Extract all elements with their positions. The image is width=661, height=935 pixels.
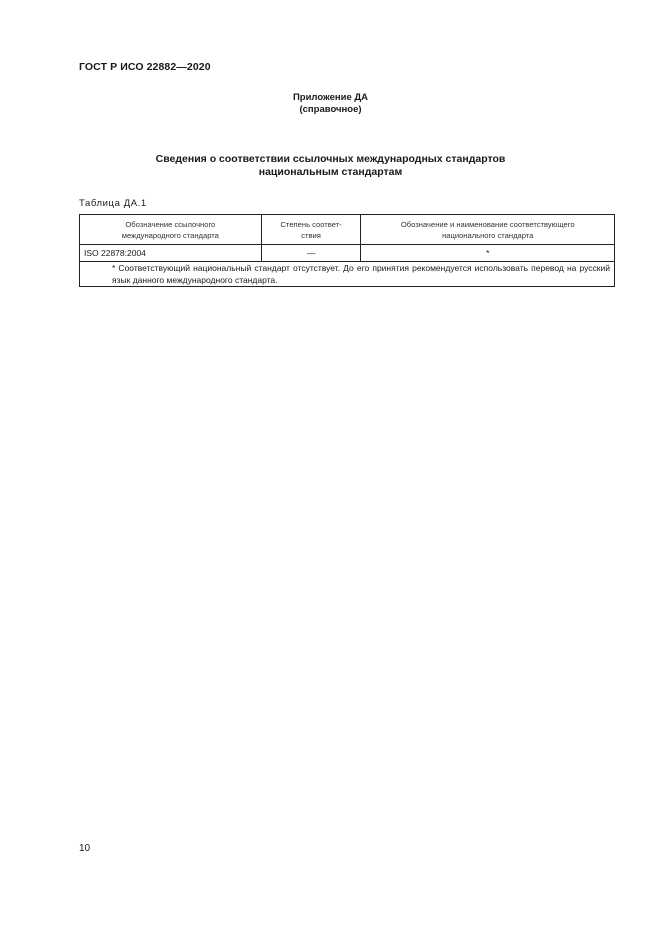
document-code: ГОСТ Р ИСО 22882—2020: [79, 61, 211, 73]
section-title-line-1: Сведения о соответствии ссылочных международных стандартов: [155, 153, 506, 165]
cell-degree: —: [261, 245, 361, 262]
table-footnote: [80, 262, 615, 287]
table-row: [80, 245, 615, 262]
appendix-kind: (справочное): [299, 104, 362, 115]
table-header-row: [80, 215, 615, 245]
table-footnote-row: [80, 262, 615, 287]
table-caption: Таблица ДА.1: [79, 198, 147, 209]
cell-reference-standard: ISO 22878:2004: [80, 245, 262, 262]
footnote-text: * Соответствующий национальный стандарт отсутствует. До его принятия рекомендуется использовать перевод на русский язык данного международного стандарта.: [112, 263, 610, 285]
cell-national-standard: *: [361, 245, 615, 262]
column-header-reference-standard: Обозначение ссылочного международного стандарта: [80, 215, 262, 245]
page-number: 10: [79, 843, 91, 854]
column-header-degree: Степень соответ- ствия: [261, 215, 361, 245]
correspondence-table: [79, 214, 615, 287]
appendix-title: Приложение ДА: [292, 92, 369, 103]
appendix-heading: [0, 92, 661, 116]
column-header-national-standard: Обозначение и наименование соответствующего национального стандарта: [361, 215, 615, 245]
section-title-line-2: национальным стандартам: [258, 166, 403, 178]
section-title: [0, 153, 661, 179]
